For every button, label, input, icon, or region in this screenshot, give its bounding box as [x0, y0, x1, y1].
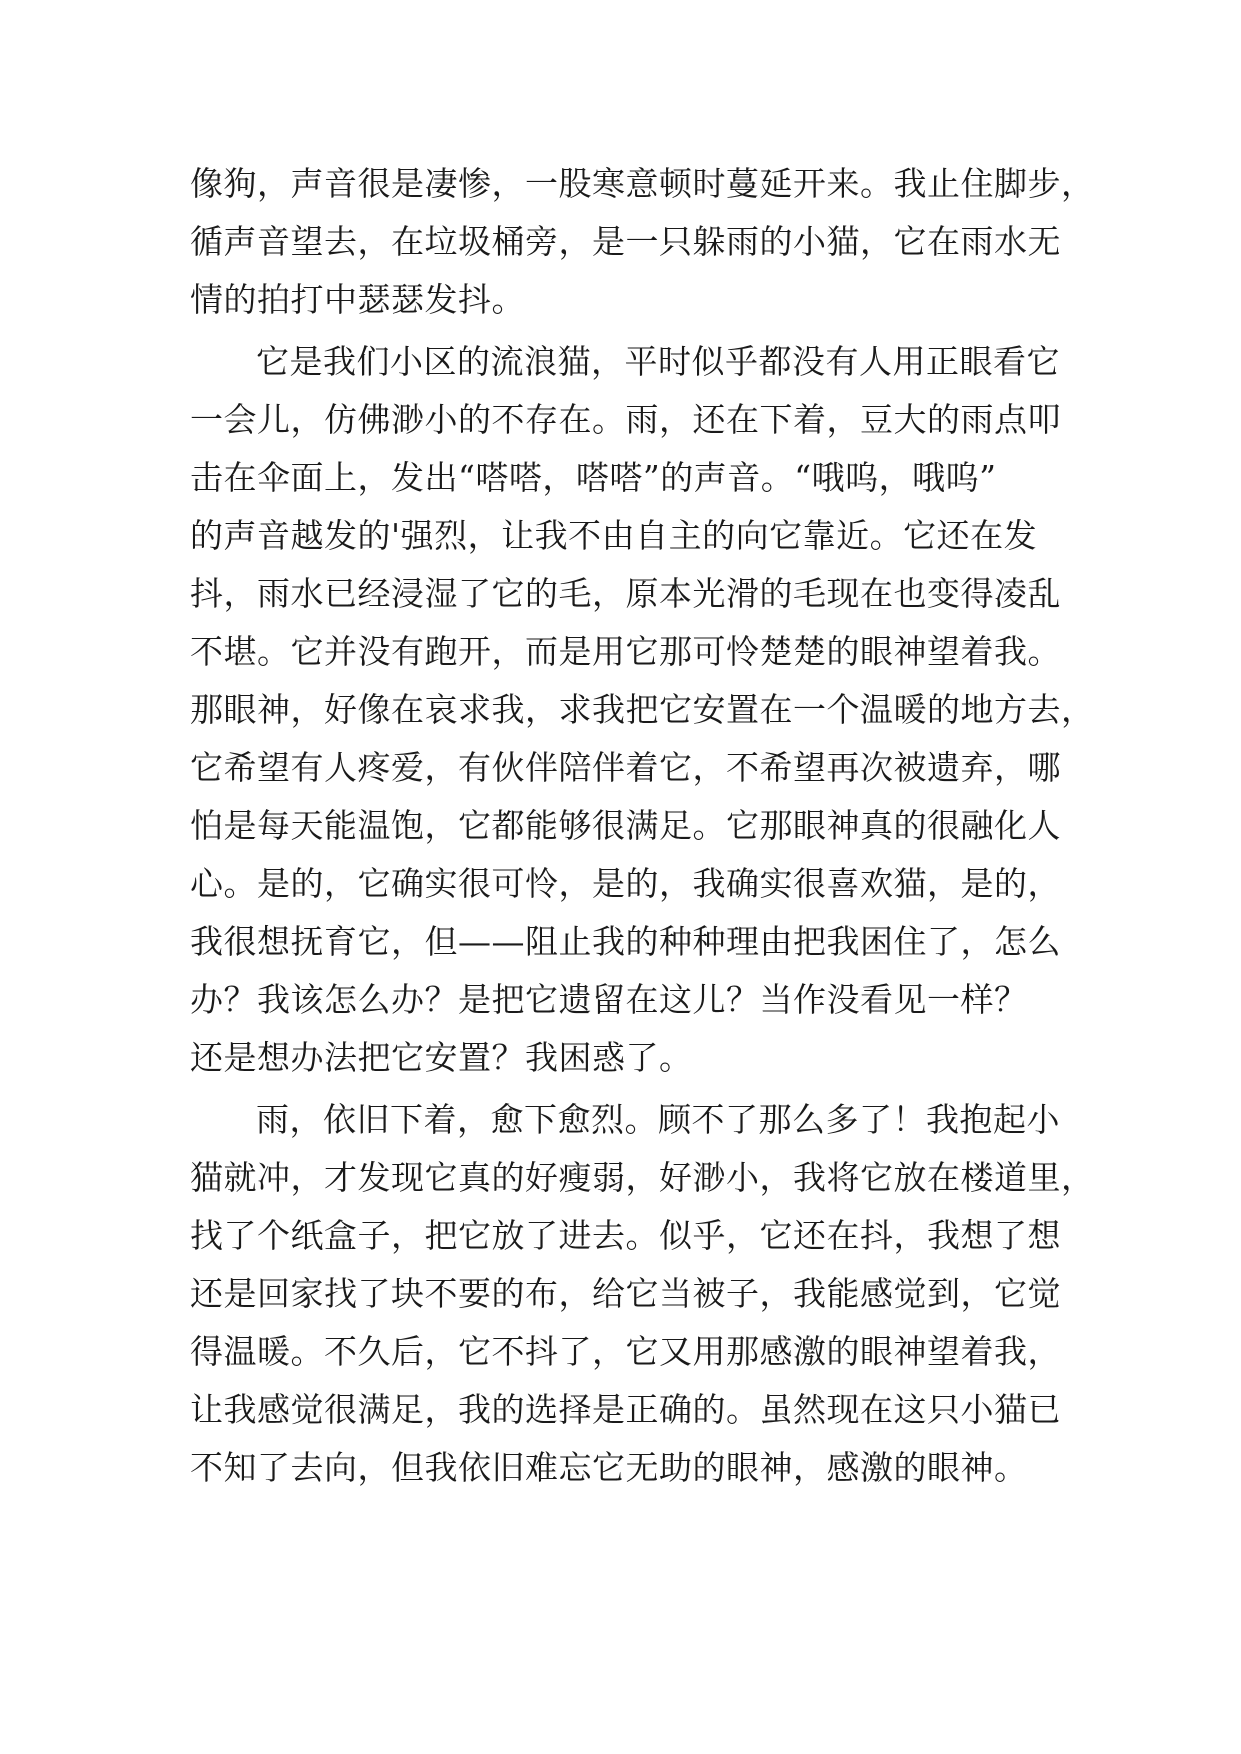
text-line: 办？我该怎么办？是把它遗留在这儿？当作没看见一样？ [190, 980, 1028, 1019]
text-line: 让我感觉很满足，我的选择是正确的。虽然现在这只小猫已 [190, 1390, 1061, 1429]
text-line: 一会儿，仿佛渺小的不存在。雨，还在下着，豆大的雨点叩 [190, 400, 1061, 439]
text-line: 不知了去向，但我依旧难忘它无助的眼神，感激的眼神。 [190, 1448, 1028, 1487]
text-line: 它是我们小区的流浪猫，平时似乎都没有人用正眼看它 [256, 342, 1060, 381]
text-line: 不堪。它并没有跑开，而是用它那可怜楚楚的眼神望着我。 [190, 632, 1061, 671]
text-line: 我很想抚育它，但——阻止我的种种理由把我困住了，怎么 [190, 922, 1061, 961]
text-line: 那眼神，好像在哀求我，求我把它安置在一个温暖的地方去， [190, 690, 1095, 729]
paragraph-3 [190, 1091, 1095, 1497]
text-line: 循声音望去，在垃圾桶旁，是一只躲雨的小猫，它在雨水无 [190, 222, 1061, 261]
paragraph-2 [190, 333, 1095, 1087]
text-line: 还是想办法把它安置？我困惑了。 [190, 1038, 693, 1077]
text-line: 像狗，声音很是凄惨，一股寒意顿时蔓延开来。我止住脚步， [190, 164, 1095, 203]
text-line: 找了个纸盒子，把它放了进去。似乎，它还在抖，我想了想 [190, 1216, 1061, 1255]
text-line: 怕是每天能温饱，它都能够很满足。它那眼神真的很融化人 [190, 806, 1061, 845]
text-line: 击在伞面上，发出“嗒嗒，嗒嗒”的声音。“哦呜，哦呜” [190, 458, 997, 497]
text-line: 还是回家找了块不要的布，给它当被子，我能感觉到，它觉 [190, 1274, 1061, 1313]
text-line: 心。是的，它确实很可怜，是的，我确实很喜欢猫，是的， [190, 864, 1061, 903]
text-line: 情的拍打中瑟瑟发抖。 [190, 280, 525, 319]
text-line: 它希望有人疼爱，有伙伴陪伴着它，不希望再次被遗弃，哪 [190, 748, 1061, 787]
text-line: 的声音越发的'强烈，让我不由自主的向它靠近。它还在发 [190, 516, 1038, 555]
text-line: 猫就冲，才发现它真的好瘦弱，好渺小，我将它放在楼道里， [190, 1158, 1095, 1197]
text-line: 得温暖。不久后，它不抖了，它又用那感激的眼神望着我， [190, 1332, 1061, 1371]
text-line: 抖，雨水已经浸湿了它的毛，原本光滑的毛现在也变得凌乱 [190, 574, 1061, 613]
article-body [190, 155, 1095, 1497]
paragraph-1 [190, 155, 1095, 329]
text-line: 雨，依旧下着，愈下愈烈。顾不了那么多了！我抱起小 [256, 1100, 1060, 1139]
